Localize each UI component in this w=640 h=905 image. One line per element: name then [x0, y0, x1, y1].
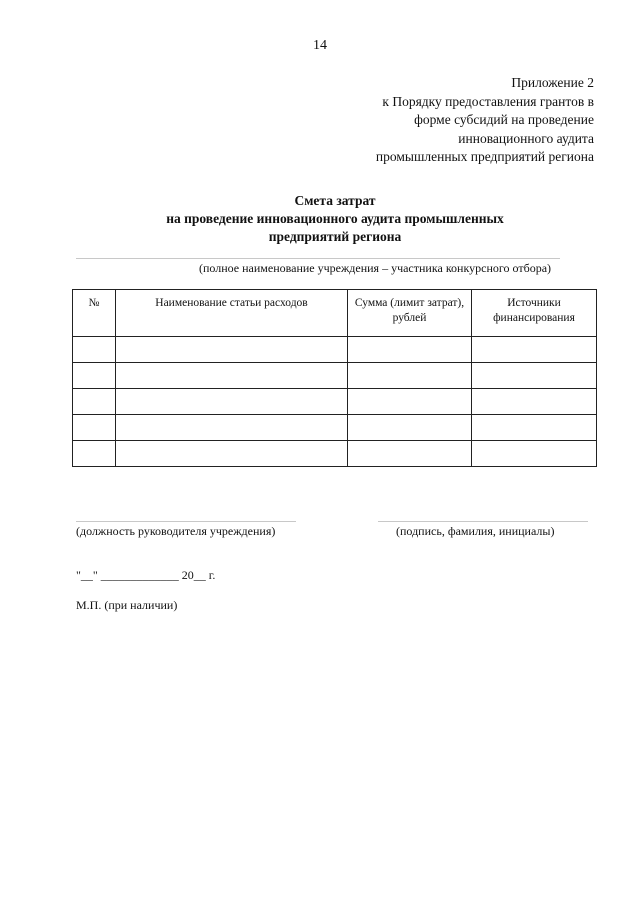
organization-name-caption: (полное наименование учреждения – участника конкурсного отбора) [198, 261, 552, 275]
column-header-amount: Сумма (лимит затрат), рублей [348, 290, 472, 337]
appendix-line: инновационного аудита [458, 130, 594, 146]
table-cell[interactable] [116, 389, 348, 415]
column-header-number: № [73, 290, 116, 337]
table-row [73, 337, 597, 363]
appendix-line: Приложение 2 [511, 75, 594, 90]
column-header-funding-sources: Источники финансирования [472, 290, 597, 337]
table-cell[interactable] [472, 441, 597, 467]
table-cell[interactable] [116, 441, 348, 467]
appendix-line: форме субсидий на проведение [414, 112, 594, 127]
table-cell[interactable] [348, 389, 472, 415]
appendix-line: промышленных предприятий региона [375, 149, 594, 164]
signature-field-line[interactable] [378, 521, 588, 522]
table-cell[interactable] [116, 415, 348, 441]
table-cell[interactable] [73, 389, 116, 415]
table-row [73, 441, 597, 467]
table-cell[interactable] [472, 337, 597, 363]
title-line: на проведение инновационного аудита промышленных [166, 211, 504, 226]
position-field-line[interactable] [76, 521, 296, 522]
title-line: предприятий региона [268, 229, 402, 244]
organization-name-field-line[interactable] [76, 258, 560, 259]
appendix-line: к Порядку предоставления грантов в [382, 93, 594, 109]
stamp-note: М.П. (при наличии) [76, 598, 178, 612]
column-header-expense-item: Наименование статьи расходов [116, 290, 348, 337]
page-number: 14 [313, 38, 327, 53]
table-row [73, 363, 597, 389]
table-cell[interactable] [116, 337, 348, 363]
signature-caption: (подпись, фамилия, инициалы) [396, 524, 555, 538]
table-cell[interactable] [73, 415, 116, 441]
table-cell[interactable] [73, 363, 116, 389]
title-line: Смета затрат [294, 193, 376, 208]
table-cell[interactable] [472, 389, 597, 415]
table-row [73, 415, 597, 441]
table-header-row [73, 290, 597, 337]
table-cell[interactable] [348, 415, 472, 441]
table-cell[interactable] [472, 415, 597, 441]
table-cell[interactable] [348, 337, 472, 363]
table-cell[interactable] [116, 363, 348, 389]
document-title [0, 192, 640, 246]
table-cell[interactable] [472, 363, 597, 389]
table-cell[interactable] [348, 363, 472, 389]
appendix-header [294, 74, 594, 167]
table-cell[interactable] [73, 441, 116, 467]
table-cell[interactable] [348, 441, 472, 467]
table-cell[interactable] [73, 337, 116, 363]
date-line: "__" _____________ 20__ г. [76, 568, 216, 582]
table-row [73, 389, 597, 415]
cost-estimate-table [72, 289, 597, 467]
position-caption: (должность руководителя учреждения) [76, 524, 276, 538]
